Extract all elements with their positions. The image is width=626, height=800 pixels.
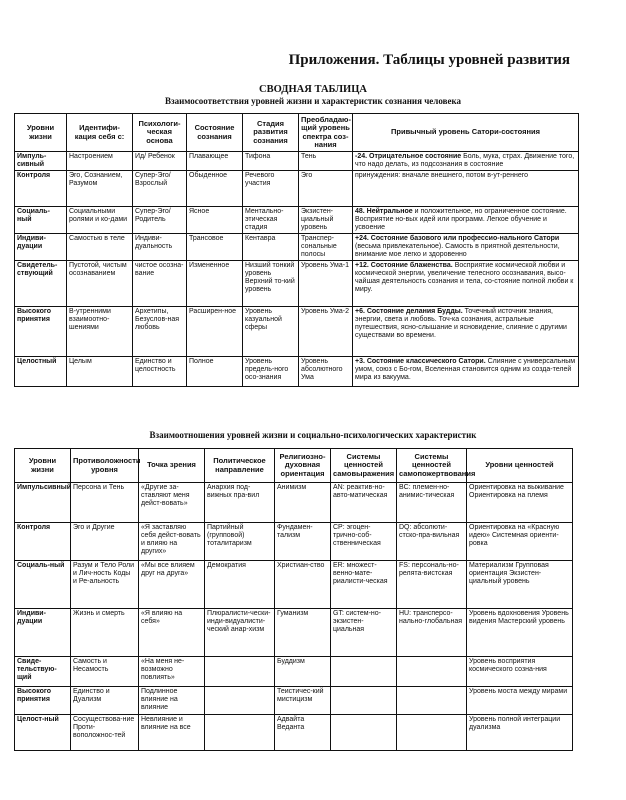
table1-satori-cell [353,234,579,261]
table2-row [15,715,573,751]
table1-subtitle: Взаимосоответствия уровней жизни и характеристик сознания человека [164,96,462,106]
table1-cell: Социальными ролями и ко-дами [67,207,133,234]
table2-cell: Единство и Дуализм [71,687,139,715]
table2-cell: «На меня не-возможно повлиять» [139,657,205,687]
table1-cell: Супер-Эго/ Родитель [133,207,187,234]
table2-cell: «Другие за-ставляют меня дейст-вовать» [139,483,205,523]
table2-cell: DQ: абсолюти-стско-пра-вильная [397,523,467,561]
table1-row [15,152,579,171]
table2-cell [331,715,397,751]
table2-cell: Адвайта Веданта [275,715,331,751]
table1-cell: Расширен-ное [187,307,243,357]
table1-cell: Самостью в теле [67,234,133,261]
table2-cell [397,715,467,751]
table2-cell: Демократия [205,561,275,609]
table1-header: Психологи-ческая основа [133,114,187,152]
table1-level-cell: Социаль-ный [15,207,67,234]
table1-header: Идентифи-кация себя с: [67,114,133,152]
table1-cell: Ид/ Ребенок [133,152,187,171]
table2-cell: «Я заставляю себя дейст-вовать и влияю на других» [139,523,205,561]
table1-cell: Трансовое [187,234,243,261]
table2-cell: Уровень вдохновения Уровень видения Мастерский уровень [467,609,573,657]
summary-table [14,113,579,387]
table2-cell: HU: трансперсо-нально-глобальная [397,609,467,657]
table1-cell: Полное [187,357,243,387]
relations-table [14,448,573,751]
table1-cell: В-утренними взаимоотно-шениями [67,307,133,357]
table2-cell: Ориентировка на выживание Ориентировка на племя [467,483,573,523]
table1-cell: Транспер-сональные полосы [299,234,353,261]
table1-cell: Уровень предель-ного осо-знания [243,357,299,387]
table2-cell: Невлияние и влияние на все [139,715,205,751]
table2-cell: Персона и Тень [71,483,139,523]
table1-cell: Эго, Сознанием, Разумом [67,171,133,207]
table2-level-cell: Социаль-ный [15,561,71,609]
table1-level-cell: Контроля [15,171,67,207]
table1-row [15,171,579,207]
table1-cell: Обыденное [187,171,243,207]
table1-cell: Настроением [67,152,133,171]
table1-cell: Уровень абсолютного Ума [299,357,353,387]
table1-header: Привычный уровень Сатори-состояния [353,114,579,152]
table1-title: СВОДНАЯ ТАБЛИЦА [259,84,367,95]
table2-header: Противоложности уровня [71,449,139,483]
table2-cell: AN: реактив-но-авто-матическая [331,483,397,523]
table1-cell: Уровень казуальной сферы [243,307,299,357]
table2-cell [331,657,397,687]
table2-header: Уровни жизни [15,449,71,483]
table1-satori-cell [353,207,579,234]
table2-cell: Сосуществова-ние Проти-воположнос-тей [71,715,139,751]
table2-header: Системы ценностей самовыражения [331,449,397,483]
table2-cell [205,687,275,715]
table2-cell: Теистичес-кий мистицизм [275,687,331,715]
table2-cell: Гуманизм [275,609,331,657]
table1-level-cell: Высокого принятия [15,307,67,357]
table2-level-cell: Свиде-тельствую-щий [15,657,71,687]
table2-cell: Партийный (групповой) тоталитаризм [205,523,275,561]
table2-cell [397,657,467,687]
table1-cell: Эго [299,171,353,207]
table1-cell: Ментально-этическая стадия [243,207,299,234]
table1-level-cell: Свидетель-ствующий [15,261,67,307]
table1-cell: Измененное [187,261,243,307]
table2-cell: Самость и Несамость [71,657,139,687]
table1-satori-cell [353,357,579,387]
table1-row [15,234,579,261]
table1-cell: Уровень Ума-1 [299,261,353,307]
table2-cell: Анархия под-вижных пра-вил [205,483,275,523]
page-heading: Приложения. Таблицы уровней развития [288,52,570,68]
table2-cell: Анимизм [275,483,331,523]
table1-level-cell: Индиви-дуации [15,234,67,261]
satori-state-label: +3. Состояние классического Сатори. [355,358,486,365]
satori-state-label: +12. Состояние блаженства. [355,262,453,269]
table1-cell: Плавающее [187,152,243,171]
table1-header-row [15,114,579,152]
satori-state-label: -24. Отрицательное состояние [355,153,462,160]
table2-row [15,561,573,609]
table1-cell: Кентавра [243,234,299,261]
satori-state-description: Точечный источник знания, энергии, света и любовь. Точ-ка сознания, астральные путешествия, ясно-слышание и ясновидение, слияние с другими существами во времени. [355,308,567,339]
table2-row [15,483,573,523]
table2-cell: Уровень моста между мирами [467,687,573,715]
table1-satori-cell [353,261,579,307]
table2-cell: Плюралисти-чески-инди-видуалисти-ческий анар-хизм [205,609,275,657]
table1-header: Уровни жизни [15,114,67,152]
table2-cell: BC: племен-но-анимис-тическая [397,483,467,523]
table2-cell: «Я влияю на себя» [139,609,205,657]
table1-cell: Тифона [243,152,299,171]
table1-satori-cell [353,152,579,171]
table1-header: Преобладаю-щий уровень спектра соз-нания [299,114,353,152]
table2-cell: Жизнь и смерть [71,609,139,657]
table1-row [15,307,579,357]
table2-cell: Эго и Другие [71,523,139,561]
table2-cell [331,687,397,715]
table1-level-cell: Целостный [15,357,67,387]
table2-header: Системы ценностей самопожертвования [397,449,467,483]
table2-level-cell: Целост-ный [15,715,71,751]
table2-cell: Фундамен-тализм [275,523,331,561]
table1-header: Стадия развития сознания [243,114,299,152]
table2-header-row [15,449,573,483]
table1-cell: Речевого участия [243,171,299,207]
table2-cell: «Мы все влияем друг на друга» [139,561,205,609]
table2-cell [397,687,467,715]
table1-cell: Индиви-дуальность [133,234,187,261]
satori-state-description: Боль, мука, страх. Движение того, что надо делать, из подсознания в состояние [355,153,575,168]
satori-state-description: (весьма привлекательное). Самость в приятной деятельности, внимание мое легко и здоровенно [355,243,560,258]
table2-cell: GT: систем-но-экзистен-циальная [331,609,397,657]
table2-header: Уровни ценностей [467,449,573,483]
satori-state-description: Слияние с универсальным умом, союз с Бо-гом, Вселенная становится одним из созда-телей мира из вакуума. [355,358,576,381]
table2-cell: Христиан-ство [275,561,331,609]
table1-cell: Пустотой, чистым осознаванием [67,261,133,307]
table1-satori-cell [353,307,579,357]
table1-cell: Уровень Ума-2 [299,307,353,357]
satori-state-label: 48. Нейтральное [355,208,413,215]
table2-cell: Разум и Тело Роли и Лич-ность Коды и Ре-альность [71,561,139,609]
satori-state-description: и положительное, но ограниченное состояние. Восприятие но-вых идей или программ. Легкое обучение и усвоение [355,208,567,231]
table2-level-cell: Высокого принятия [15,687,71,715]
table1-cell: Супер-Эго/ Взрослый [133,171,187,207]
table2-cell: Подлинное влияние на влияние [139,687,205,715]
table2-cell: ER: множест-венно-мате-риалисти-ческая [331,561,397,609]
table2-row [15,523,573,561]
satori-state-description: Восприятие космической любви и космической энергии, увеличение телесного осознавания, высо-чайшая деятельность сознания и тела, со-стояние полной любви к миру. [355,262,574,293]
table2-cell: Материализм Групповая ориентация Экзистен-циальный уровень [467,561,573,609]
table1-row [15,261,579,307]
table2-level-cell: Индиви-дуации [15,609,71,657]
table2-cell: CP: эгоцен-трично-соб-ственническая [331,523,397,561]
table2-cell [205,657,275,687]
satori-state-label: +6. Состояние делания Будды. [355,308,463,315]
table2-cell: Уровень полной интеграции дуализма [467,715,573,751]
table1-satori-cell [353,171,579,207]
table1-row [15,357,579,387]
table1-cell: Экзистен-циальный уровень [299,207,353,234]
table2-row [15,687,573,715]
table1-header: Состояние сознания [187,114,243,152]
table2-level-cell: Контроля [15,523,71,561]
table2-cell: Буддизм [275,657,331,687]
table1-cell: Единство и целостность [133,357,187,387]
table1-cell: Тень [299,152,353,171]
table2-row [15,657,573,687]
table2-cell: FS: персональ-но-релята-вистская [397,561,467,609]
table2-row [15,609,573,657]
table2-header: Точка зрения [139,449,205,483]
table2-title: Взаимоотношения уровней жизни и социально-психологических характеристик [149,430,477,440]
table2-header: Религиозно-духовная ориентация [275,449,331,483]
satori-state-description: принуждения: вначале внешнего, потом в-ут-реннего [355,172,529,179]
table1-cell: Архетипы, Безуслов-ная любовь [133,307,187,357]
table1-cell: Ясное [187,207,243,234]
table2-cell: Ориентировка на «Красную идею» Системная ориенти-ровка [467,523,573,561]
table2-level-cell: Импульсивный [15,483,71,523]
table1-cell: чистое осозна-вание [133,261,187,307]
table2-cell: Уровень восприятия космического созна-ния [467,657,573,687]
satori-state-label: +24. Состояние базового или профессио-нального Сатори [355,235,560,242]
table2-cell [205,715,275,751]
table2-header: Политическое направление [205,449,275,483]
table1-level-cell: Импуль-сивный [15,152,67,171]
table1-cell: Низший тонкий уровень Верхний то-кий уровень [243,261,299,307]
table1-cell: Целым [67,357,133,387]
table1-row [15,207,579,234]
